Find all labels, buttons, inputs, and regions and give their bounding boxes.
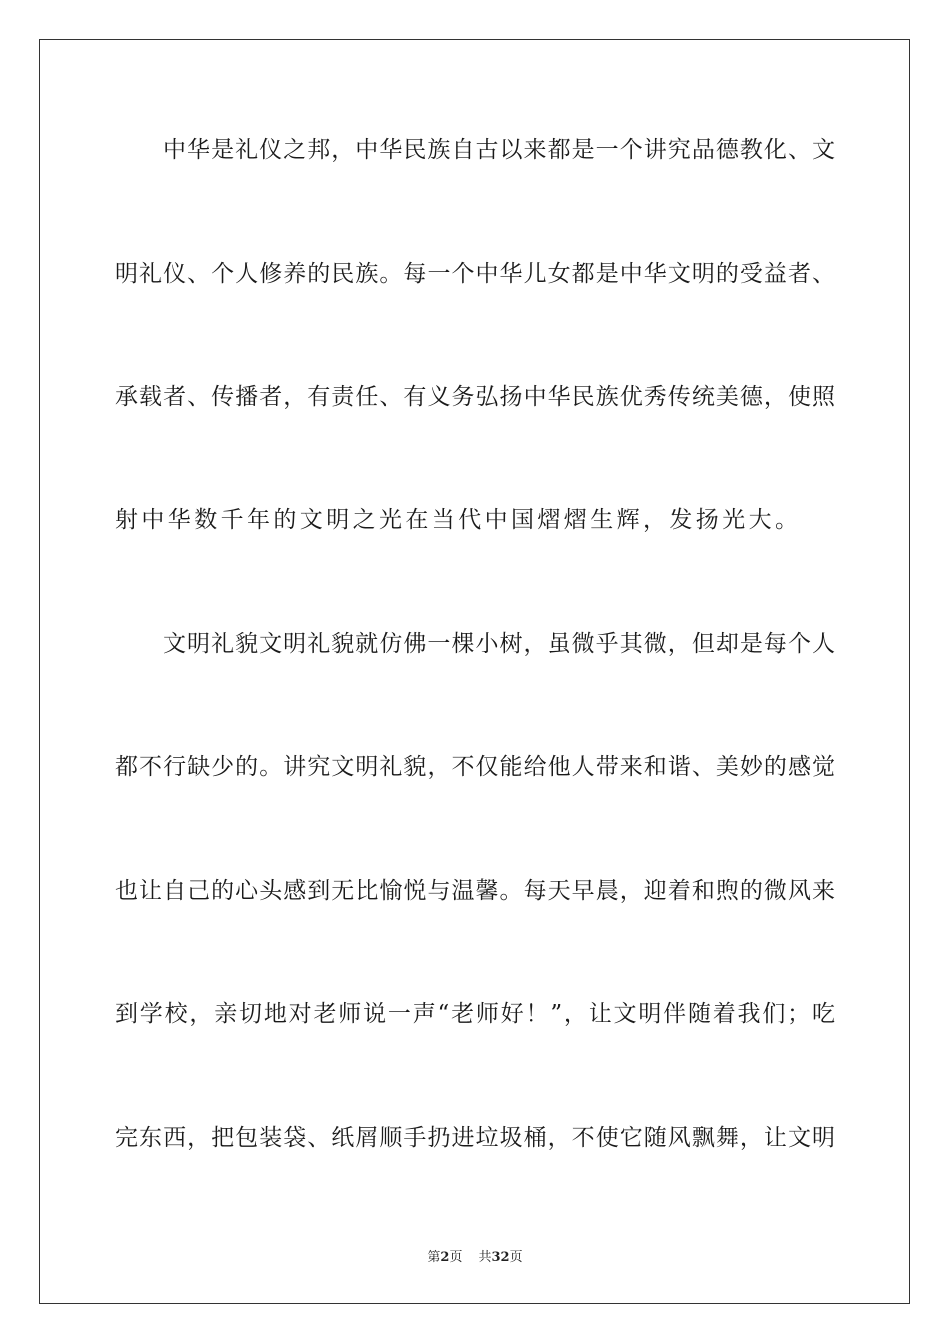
paragraph-1-line-2: 明礼仪、个人修养的民族。每一个中华儿女都是中华文明的受益者、 <box>115 261 835 287</box>
total-pages: 32 <box>491 1250 510 1265</box>
paragraph-1-line-3: 承载者、传播者，有责任、有义务弘扬中华民族优秀传统美德，使照 <box>115 384 835 410</box>
paragraph-1-line-4: 射中华数千年的文明之光在当代中国熠熠生辉，发扬光大。 <box>115 507 802 533</box>
page-suffix: 页 <box>449 1250 463 1265</box>
paragraph-2-line-1: 文明礼貌文明礼貌就仿佛一棵小树，虽微乎其微，但却是每个人 <box>163 631 835 657</box>
paragraph-2-line-4: 到学校，亲切地对老师说一声“老师好！”，让文明伴随着我们；吃 <box>115 1001 835 1027</box>
total-suffix: 页 <box>509 1250 523 1265</box>
paragraph-2-line-5: 完东西，把包装袋、纸屑顺手扔进垃圾桶，不使它随风飘舞，让文明 <box>115 1125 835 1151</box>
page-number: 2 <box>440 1250 450 1265</box>
total-prefix: 共 <box>478 1250 492 1265</box>
page-prefix: 第 <box>427 1250 441 1265</box>
paragraph-1-line-1: 中华是礼仪之邦，中华民族自古以来都是一个讲究品德教化、文 <box>163 137 835 163</box>
paragraph-2-line-2: 都不行缺少的。讲究文明礼貌，不仅能给他人带来和谐、美妙的感觉 <box>115 754 835 780</box>
page-border <box>39 39 910 1304</box>
page-footer <box>0 1246 950 1265</box>
paragraph-2-line-3: 也让自己的心头感到无比愉悦与温馨。每天早晨，迎着和煦的微风来 <box>115 878 835 904</box>
